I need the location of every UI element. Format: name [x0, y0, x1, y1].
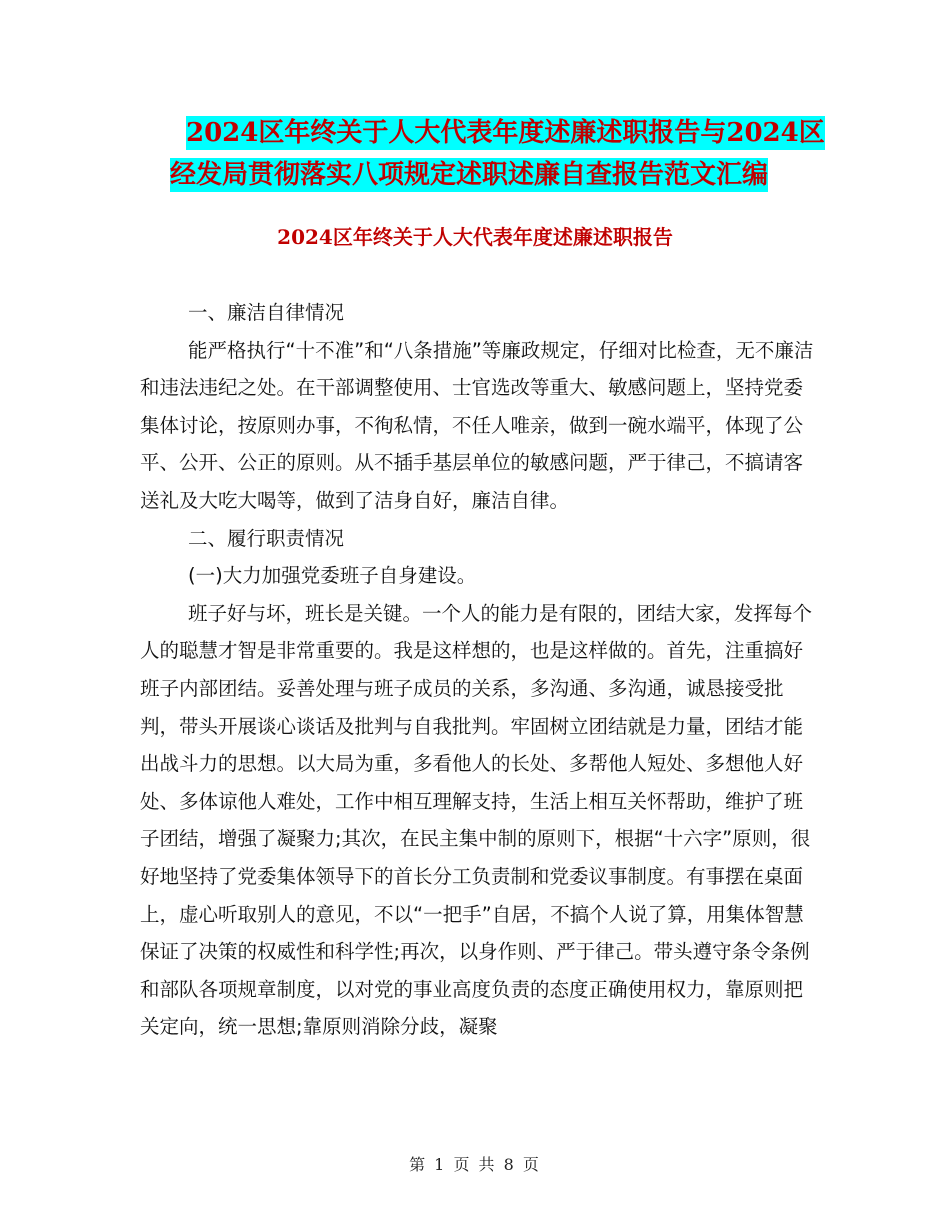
title-line-2: 经发局贯彻落实八项规定述职述廉自查报告范文汇编 — [170, 160, 769, 190]
paragraph-integrity: 能严格执行“十不准”和“八条措施”等廉政规定，仔细对比检查，无不廉洁和违法违纪之处。在干部调整使用、士官选改等重大、敏感问题上，坚持党委集体讨论，按原则办事，不徇私情，不任人唯亲，做到一碗水端平，体现了公平、公开、公正的原则。从不插手基层单位的敏感问题，严于律己，不搞请客送礼及大吃大喝等，做到了洁身自好，廉洁自律。 — [140, 338, 814, 512]
section-title: 2024区年终关于人大代表年度述廉述职报告 — [277, 225, 673, 249]
title-line-1: 2024区年终关于人大代表年度述廉述职报告与2024区 — [186, 118, 825, 148]
heading-duties: 二、履行职责情况 — [188, 526, 345, 550]
paragraph-team-building: 班子好与坏，班长是关键。一个人的能力是有限的，团结大家，发挥每个人的聪慧才智是非常重要的。我是这样想的，也是这样做的。首先，注重搞好班子内部团结。妥善处理与班子成员的关系，多沟通、多沟通，诚恳接受批判，带头开展谈心谈话及批判与自我批判。牢固树立团结就是力量，团结才能出战斗力的思想。以大局为重，多看他人的长处、多帮他人短处、多想他人好处、多体谅他人难处，工作中相互理解支持，生活上相互关怀帮助，维护了班子团结，增强了凝聚力;其次，在民主集中制的原则下，根据“十六字”原则，很好地坚持了党委集体领导下的首长分工负责制和党委议事制度。有事摆在桌面上，虚心听取别人的意见，不以“一把手”自居，不搞个人说了算，用集体智慧保证了决策的权威性和科学性;再次，以身作则、严于律己。带头遵守条令条例和部队各项规章制度，以对党的事业高度负责的态度正确使用权力，靠原则把关定向，统一思想;靠原则消除分歧，凝聚 — [140, 601, 813, 1039]
body-text — [140, 294, 820, 1046]
heading-integrity: 一、廉洁自律情况 — [188, 301, 345, 324]
page-number: 第 1 页 共 8 页 — [409, 1155, 541, 1174]
subheading-team-building: (一)大力加强党委班子自身建设。 — [188, 564, 477, 588]
document-title — [140, 112, 830, 196]
